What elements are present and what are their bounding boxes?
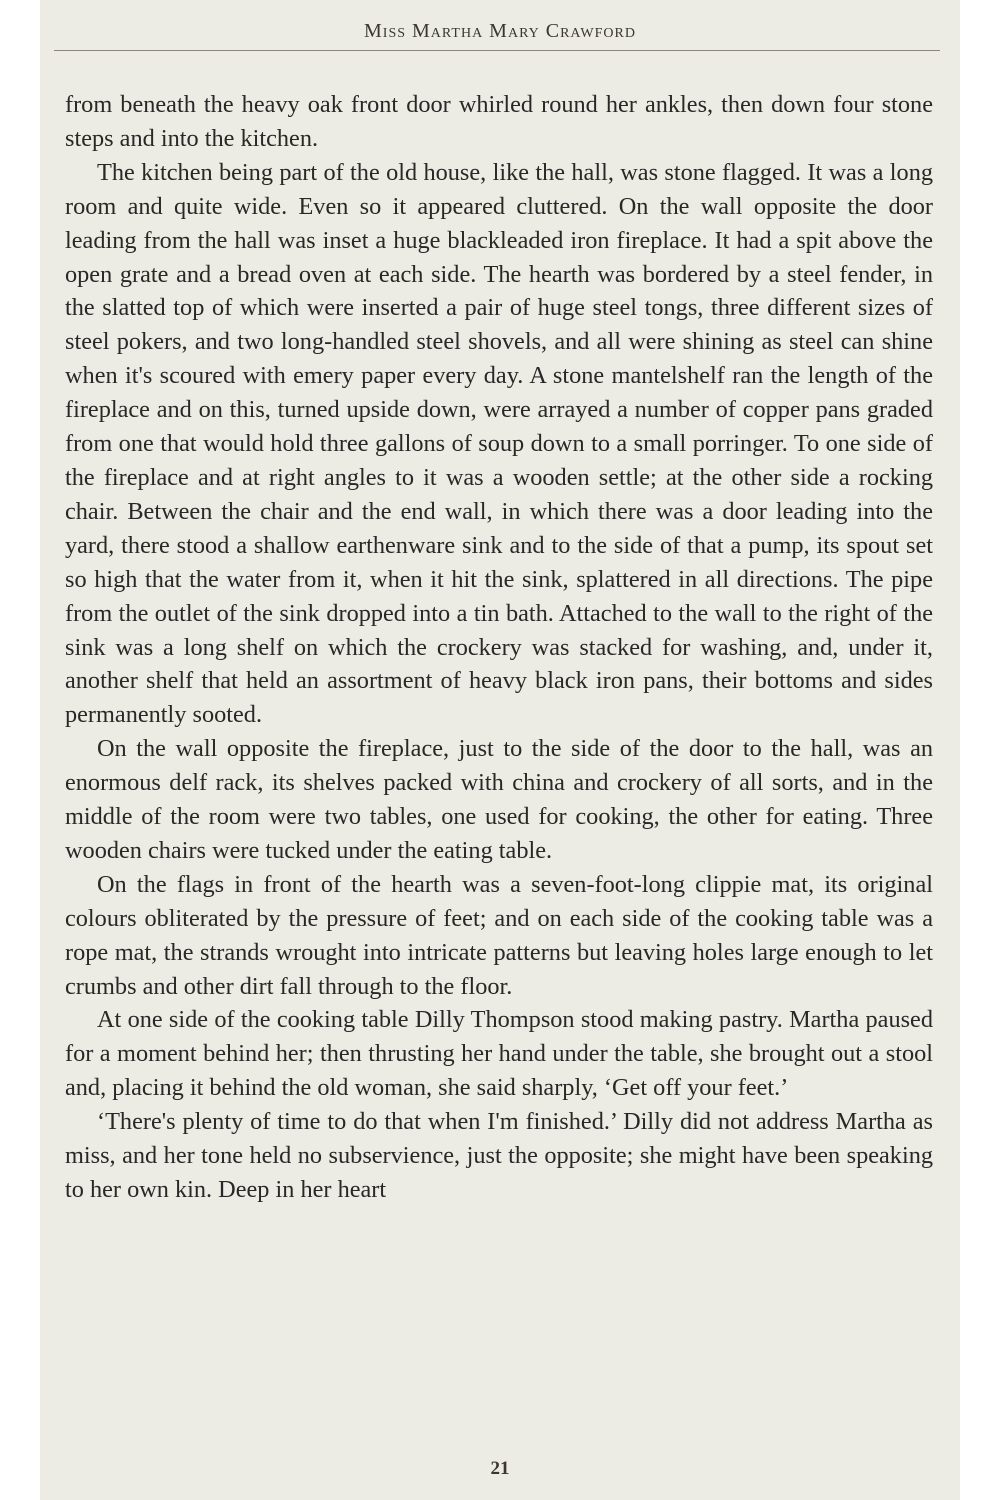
paragraph: The kitchen being part of the old house, like the hall, was stone flagged. It was a long room and quite wide. Even so it appeared cluttered. On the wall opposite the door leading from the hall was inset a huge blackleaded iron fireplace. It had a spit above the open grate and a bread oven at each side. The hearth was bordered by a steel fender, in the slatted top of which were inserted a pair of huge steel tongs, three different sizes of steel pokers, and two long-handled steel shovels, and all were shining as steel can shine when it's scoured with emery paper every day. A stone mantelshelf ran the length of the fireplace and on this, turned upside down, were arrayed a number of copper pans graded from one that would hold three gallons of soup down to a small porringer. To one side of the fireplace and at right angles to it was a wooden settle; at the other side a rocking chair. Between the chair and the end wall, in which there was a door leading into the yard, there stood a shallow earthenware sink and to the side of that a pump, its spout set so high that the water from it, when it hit the sink, splattered in all directions. The pipe from the outlet of the sink dropped into a tin bath. Attached to the wall to the right of the sink was a long shelf on which the crockery was stacked for washing, and, under it, another shelf that held an assortment of heavy black iron pans, their bottoms and sides permanently sooted. bbox=[65, 158, 933, 729]
paragraph: On the wall opposite the fireplace, just to the side of the door to the hall, was an enormous delf rack, its shelves packed with china and crockery of all sorts, and in the middle of the room were two tables, one used for cooking, the other for eating. Three wooden chairs were tucked under the eating table. bbox=[65, 735, 933, 864]
paragraph: At one side of the cooking table Dilly Thompson stood making pastry. Martha paused for a moment behind her; then thrusting her hand under the table, she brought out a stool and, placing it behind the old woman, she said sharply, ‘Get off your feet.’ bbox=[65, 1006, 933, 1102]
paragraph: On the flags in front of the hearth was a seven-foot-long clippie mat, its original colours obliterated by the pressure of feet; and on each side of the cooking table was a rope mat, the strands wrought into intricate patterns but leaving holes large enough to let crumbs and other dirt fall through to the floor. bbox=[65, 870, 933, 1000]
paragraph: ‘There's plenty of time to do that when I'm finished.’ Dilly did not address Martha as miss, and her tone held no subservience, just the opposite; she might have been speaking to her own kin. Deep in her heart bbox=[65, 1108, 933, 1203]
body-text bbox=[65, 88, 933, 1207]
header-rule bbox=[54, 50, 940, 51]
book-page bbox=[40, 0, 960, 1500]
page-number: 21 bbox=[490, 1458, 510, 1479]
paragraph: from beneath the heavy oak front door whirled round her ankles, then down four stone steps and into the kitchen. bbox=[65, 91, 933, 152]
running-head: Miss Martha Mary Crawford bbox=[364, 20, 636, 42]
